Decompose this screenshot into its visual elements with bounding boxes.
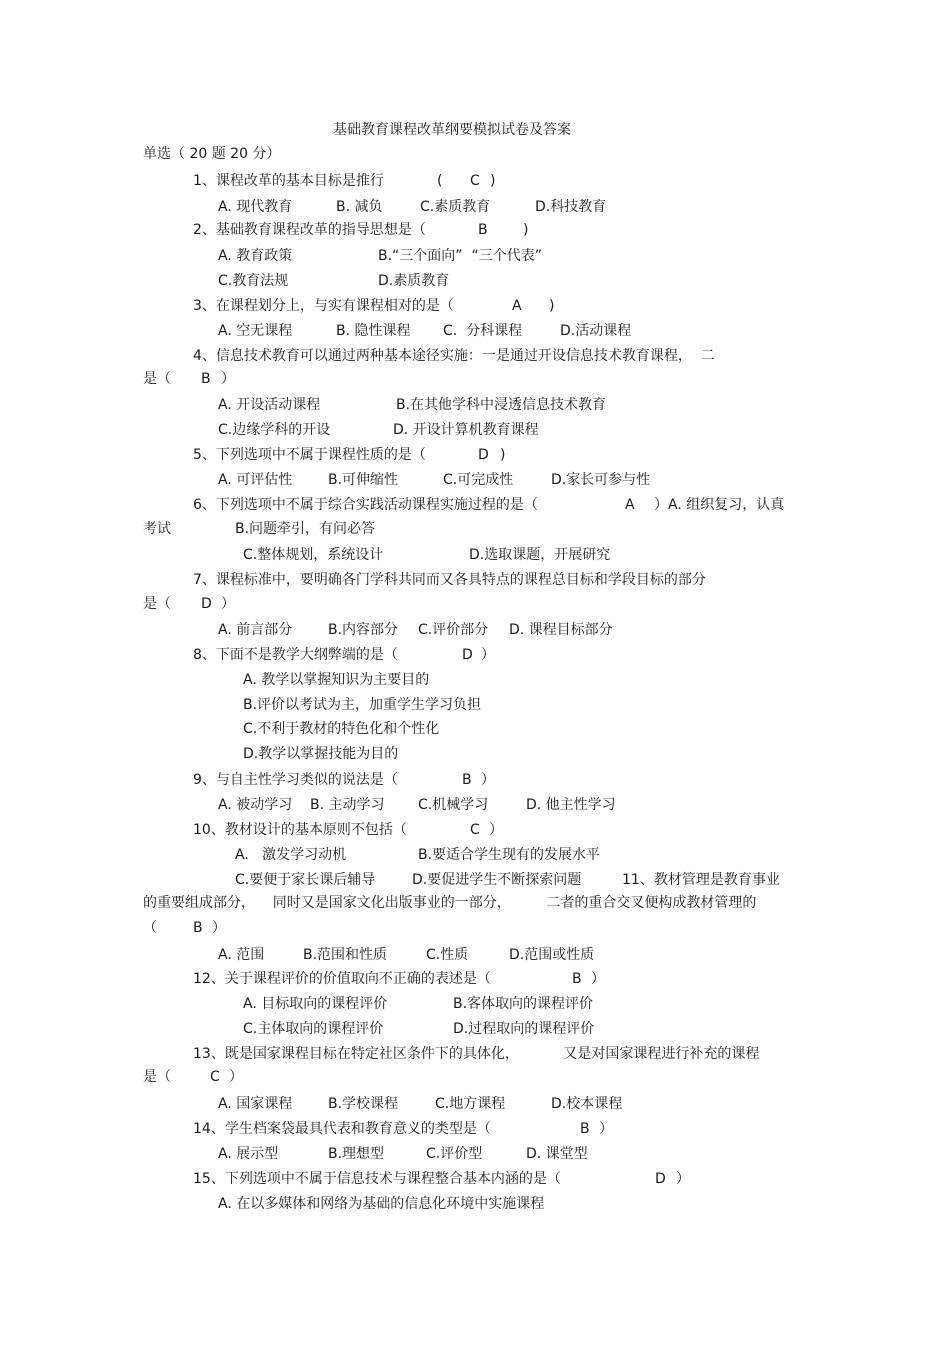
document-title: 基础教育课程改革纲要模拟试卷及答案 <box>333 122 571 138</box>
option: A. 激发学习动机 <box>235 847 347 863</box>
option: A. 目标取向的课程评价 <box>243 996 388 1012</box>
option: B.内容部分 <box>328 622 399 638</box>
answer-letter: B <box>580 1121 590 1137</box>
option: B.范围和性质 <box>303 947 388 963</box>
question-stem: 10、教材设计的基本原则不包括（ <box>193 822 407 838</box>
question-continuation: 考试 <box>143 521 171 537</box>
question-stem: 2、基础教育课程改革的指导思想是（ <box>193 222 426 238</box>
option: D.校本课程 <box>551 1096 623 1112</box>
question-stem: 15、下列选项中不属于信息技术与课程整合基本内涵的是（ <box>193 1171 561 1187</box>
paren-close: ) <box>500 447 506 463</box>
option: D.选取课题，开展研究 <box>469 547 611 563</box>
answer-letter: A <box>512 298 522 314</box>
paren-close: ） <box>221 596 235 612</box>
answer-letter: B <box>572 971 582 987</box>
answer-letter: B <box>201 371 211 387</box>
option: A. 前言部分 <box>218 622 293 638</box>
option: B.问题牵引，有问必答 <box>235 521 376 537</box>
option: B.在其他学科中浸透信息技术教育 <box>396 397 607 413</box>
question-continuation: 是（ <box>143 596 171 612</box>
question-stem: 6、下列选项中不属于综合实践活动课程实施过程的是（ <box>193 497 538 513</box>
option: B.可伸缩性 <box>328 472 399 488</box>
option: C. 分科课程 <box>443 323 523 339</box>
question-stem: 4、信息技术教育可以通过两种基本途径实施：一是通过开设信息技术教育课程， 二 <box>193 348 715 364</box>
option: D.范围或性质 <box>509 947 595 963</box>
option: D.家长可参与性 <box>551 472 651 488</box>
paren-close: ） <box>481 647 495 663</box>
option: A. 可评估性 <box>218 472 293 488</box>
question-tail: ）A. 组织复习，认真 <box>654 497 785 513</box>
option: B.要适合学生现有的发展水平 <box>418 847 601 863</box>
question-continuation: 的重要组成部分， 同时又是国家文化出版事业的一部分， 二者的重合交叉便构成教材管理的 <box>143 895 757 911</box>
option: A. 开设活动课程 <box>218 397 321 413</box>
option: C.评价部分 <box>418 622 489 638</box>
option: C.边缘学科的开设 <box>218 422 331 438</box>
option: A. 国家课程 <box>218 1096 293 1112</box>
question-stem: 13、既是国家课程目标在特定社区条件下的具体化， 又是对国家课程进行补充的课程 <box>193 1046 760 1062</box>
option: D. 课程目标部分 <box>509 622 613 638</box>
option: A. 教学以掌握知识为主要目的 <box>243 672 430 688</box>
paren-close: ） <box>599 1121 613 1137</box>
option: B.学校课程 <box>328 1096 399 1112</box>
option: D.科技教育 <box>535 199 607 215</box>
paren-close: ) <box>549 298 555 314</box>
option: D.活动课程 <box>560 323 632 339</box>
option: A. 空无课程 <box>218 323 293 339</box>
question-stem: 7、课程标准中，要明确各门学科共同而又各具特点的课程总目标和学段目标的部分 <box>193 572 706 588</box>
question-stem: 3、在课程划分上，与实有课程相对的是（ <box>193 298 454 314</box>
option: B.理想型 <box>328 1146 385 1162</box>
question-stem: 12、关于课程评价的价值取向不正确的表述是（ <box>193 971 491 987</box>
option: C.地方课程 <box>435 1096 506 1112</box>
option: A. 展示型 <box>218 1146 279 1162</box>
question-stem: 8、下面不是教学大纲弊端的是（ <box>193 647 398 663</box>
paren-close: ） <box>489 822 503 838</box>
option: A. 教育政策 <box>218 248 293 264</box>
answer-letter: B <box>193 920 203 936</box>
option: C.整体规划，系统设计 <box>243 547 384 563</box>
answer-letter: B <box>478 222 488 238</box>
question-stem: 11、教材管理是教育事业 <box>622 872 780 888</box>
option: D.素质教育 <box>378 273 450 289</box>
answer-letter: C <box>470 822 480 838</box>
option: D. 他主性学习 <box>526 797 616 813</box>
paren-close: ） <box>229 1069 243 1085</box>
option: C.评价型 <box>426 1146 483 1162</box>
answer-letter: D <box>655 1171 666 1187</box>
option: C.素质教育 <box>420 199 491 215</box>
option: D.过程取向的课程评价 <box>453 1021 595 1037</box>
answer-letter: A <box>625 497 635 513</box>
question-continuation: 是（ <box>143 371 171 387</box>
answer-letter: D <box>462 647 473 663</box>
option: C.机械学习 <box>418 797 489 813</box>
option: C.主体取向的课程评价 <box>243 1021 384 1037</box>
paren-open: ( <box>437 173 443 189</box>
question-continuation: 是（ <box>143 1069 171 1085</box>
question-stem: 14、学生档案袋最具代表和教育意义的类型是（ <box>193 1121 491 1137</box>
option: D. 开设计算机教育课程 <box>393 422 539 438</box>
answer-letter: C <box>470 173 480 189</box>
option: B.“三个面向” “三个代表” <box>378 248 542 264</box>
answer-letter: D <box>201 596 212 612</box>
paren-close: ) <box>490 173 496 189</box>
option: D. 课堂型 <box>526 1146 588 1162</box>
question-stem: 9、与自主性学习类似的说法是（ <box>193 772 398 788</box>
option: A. 被动学习 <box>218 797 293 813</box>
option: B.客体取向的课程评价 <box>453 996 594 1012</box>
option: B. 减负 <box>336 199 383 215</box>
question-stem: 1、课程改革的基本目标是推行 <box>193 173 384 189</box>
option: C.不利于教材的特色化和个性化 <box>243 721 440 737</box>
option: D.教学以掌握技能为目的 <box>243 746 399 762</box>
question-stem: 5、下列选项中不属于课程性质的是（ <box>193 447 426 463</box>
option: B. 主动学习 <box>310 797 385 813</box>
option: A. 现代教育 <box>218 199 293 215</box>
option: C.教育法规 <box>218 273 289 289</box>
option: A. 在以多媒体和网络为基础的信息化环境中实施课程 <box>218 1196 545 1212</box>
answer-letter: B <box>462 772 472 788</box>
paren-close: ） <box>481 772 495 788</box>
question-continuation: （ <box>143 920 157 936</box>
option: A. 范围 <box>218 947 265 963</box>
paren-close: ) <box>523 222 529 238</box>
paren-close: ） <box>676 1171 690 1187</box>
section-heading: 单选（ 20 题 20 分） <box>143 146 281 162</box>
option: C.要便于家长课后辅导 <box>235 872 376 888</box>
paren-close: ） <box>221 371 235 387</box>
option: B. 隐性课程 <box>336 323 411 339</box>
paren-close: ） <box>212 920 226 936</box>
option: C.性质 <box>426 947 469 963</box>
paren-close: ） <box>591 971 605 987</box>
option: B.评价以考试为主，加重学生学习负担 <box>243 697 482 713</box>
option: C.可完成性 <box>443 472 514 488</box>
answer-letter: D <box>478 447 489 463</box>
answer-letter: C <box>210 1069 220 1085</box>
option: D.要促进学生不断探索问题 <box>412 872 582 888</box>
